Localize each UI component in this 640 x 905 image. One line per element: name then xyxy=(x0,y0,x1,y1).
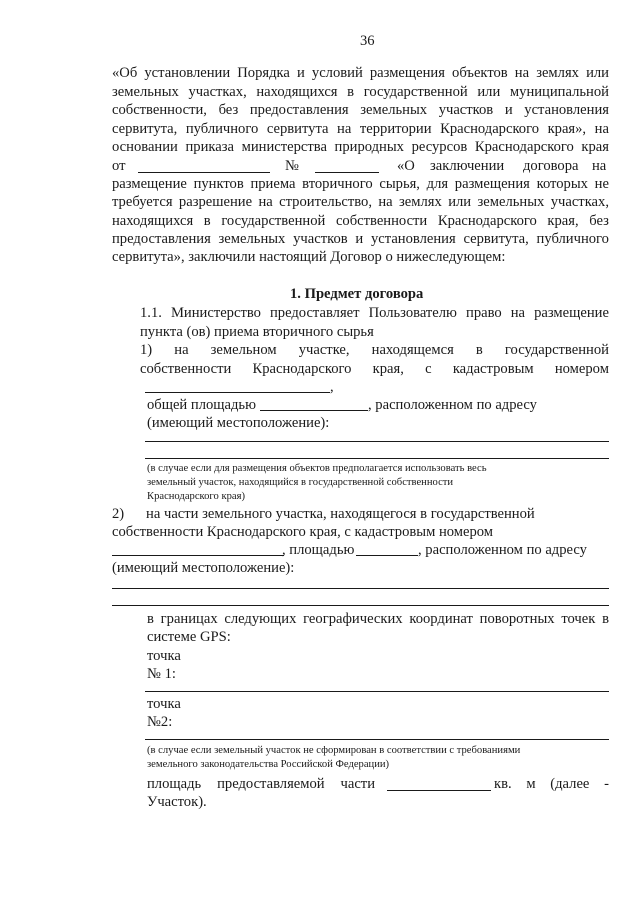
item-1-note-line-2: земельный участок, находящийся в государственной собственности xyxy=(147,477,454,488)
word: м xyxy=(526,776,536,792)
word: требуется xyxy=(112,194,173,210)
word: размещения xyxy=(454,176,530,192)
word: края, xyxy=(372,361,404,377)
point-1-coords-field[interactable] xyxy=(145,691,609,692)
word: на xyxy=(510,305,526,321)
word: кв. xyxy=(494,776,512,792)
word: участках, xyxy=(188,84,247,100)
word: и xyxy=(296,65,305,81)
word: Краснодарского xyxy=(440,121,540,137)
item-1-address-line-2[interactable] xyxy=(145,458,609,459)
word: государственной xyxy=(221,213,326,229)
word: Краснодарского xyxy=(474,139,574,155)
word: точек xyxy=(561,611,596,627)
intro-line-4 xyxy=(112,121,609,138)
item-1-line-1 xyxy=(140,342,609,359)
item-1-note-line-3: Краснодарского края) xyxy=(147,491,245,502)
intro-word-conclusion: заключении xyxy=(430,158,505,174)
word: участков xyxy=(438,102,494,118)
word: края», xyxy=(547,121,587,137)
word: на xyxy=(378,194,393,210)
word: сервитута, xyxy=(112,121,178,137)
coords-note-line-2: земельного законодательства Российской Федерации) xyxy=(147,759,390,770)
intro-line-9 xyxy=(112,213,609,230)
order-number-field[interactable] xyxy=(315,172,379,173)
word: земельных xyxy=(218,231,286,247)
intro-line-1 xyxy=(112,65,609,82)
point-1-label: точка xyxy=(147,648,181,664)
item-2-line-1: 2) на части земельного участка, находящегося в государственной xyxy=(112,506,535,522)
item-1-cadastral-field[interactable] xyxy=(145,392,330,393)
word: объектов xyxy=(452,65,508,81)
intro-line-8 xyxy=(112,194,609,211)
word: или xyxy=(586,65,609,81)
intro-line-7 xyxy=(112,176,609,193)
word: основании xyxy=(112,139,178,155)
word: министерства xyxy=(241,139,327,155)
item-1-line-2 xyxy=(140,361,609,378)
word: которых xyxy=(536,176,588,192)
word: земельных xyxy=(477,194,545,210)
word: территории xyxy=(359,121,432,137)
word: предоставления xyxy=(249,102,349,118)
word: государственной xyxy=(363,84,468,100)
word: или xyxy=(448,194,472,210)
word: на xyxy=(174,342,189,358)
intro-word-o: «О xyxy=(397,158,415,174)
word: строительство, xyxy=(279,194,372,210)
word: на xyxy=(258,194,273,210)
word: собственности xyxy=(140,361,232,377)
word: координат xyxy=(409,611,473,627)
word: землях xyxy=(536,65,579,81)
item-1-address-label: , расположенном по адресу xyxy=(368,397,537,413)
word: природных xyxy=(334,139,404,155)
word: размещение xyxy=(534,305,609,321)
item-1-comma: , xyxy=(330,379,334,395)
word: на xyxy=(337,121,352,137)
area-part-line-2: Участок). xyxy=(147,794,207,810)
order-date-field[interactable] xyxy=(138,172,270,173)
word: не xyxy=(594,176,609,192)
intro-line-10 xyxy=(112,231,609,248)
item-2-location-label: (имеющий местоположение): xyxy=(112,560,295,576)
word: кадастровым xyxy=(452,361,534,377)
word: условий xyxy=(311,65,363,81)
word: Министерство xyxy=(170,305,261,321)
area-part-prefix xyxy=(147,776,375,793)
word: части xyxy=(340,776,375,792)
word: «Об xyxy=(112,65,138,81)
word: участков xyxy=(293,231,348,247)
word: находящемся xyxy=(371,342,454,358)
word: для xyxy=(426,176,449,192)
word: и xyxy=(504,102,513,118)
word: без xyxy=(218,102,239,118)
item-2-address-line-1[interactable] xyxy=(112,588,609,589)
word: границах xyxy=(160,611,218,627)
item-1-location-label: (имеющий местоположение): xyxy=(147,415,330,431)
intro-line-11: сервитута», заключили настоящий Договор о нижеследующем: xyxy=(112,249,506,265)
word: предоставляемой xyxy=(217,776,325,792)
intro-line-3 xyxy=(112,102,609,119)
word: 1) xyxy=(140,342,153,358)
page-number: 36 xyxy=(360,33,375,49)
word: Краснодарского xyxy=(252,361,352,377)
word: установления xyxy=(370,231,456,247)
intro-word-na: на xyxy=(592,158,607,174)
word: муниципальной xyxy=(509,84,609,100)
coords-note-line-1: (в случае если земельный участок не сформирован в соответствии с требованиями xyxy=(147,745,521,756)
word: на xyxy=(594,121,609,137)
area-part-field[interactable] xyxy=(387,790,491,791)
word: 1.1. xyxy=(140,305,162,321)
word: края xyxy=(581,139,609,155)
item-1-note-line-1: (в случае если для размещения объектов предполагается использовать весь xyxy=(147,463,487,474)
word: размещения xyxy=(369,65,445,81)
point-2-number: №2: xyxy=(147,714,173,730)
item-2-address-line-2[interactable] xyxy=(112,605,609,606)
item-1-area-field[interactable] xyxy=(260,410,368,411)
item-1-address-line-1[interactable] xyxy=(145,441,609,442)
word: участке, xyxy=(298,342,350,358)
word: Порядка xyxy=(237,65,290,81)
item-2-area-field[interactable] xyxy=(356,555,418,556)
word: приема xyxy=(250,176,296,192)
word: размещение xyxy=(112,176,187,192)
word: пунктов xyxy=(193,176,244,192)
word: участках, xyxy=(550,194,609,210)
word: Краснодарского xyxy=(437,213,537,229)
word: географических xyxy=(303,611,403,627)
word: разрешение xyxy=(178,194,253,210)
word: публичного xyxy=(185,121,259,137)
word: землях xyxy=(399,194,442,210)
word: право xyxy=(466,305,502,321)
word: публичного xyxy=(536,231,609,247)
word: края, xyxy=(547,213,579,229)
word: собственности, xyxy=(112,102,207,118)
word: без xyxy=(589,213,609,229)
word: в xyxy=(475,342,483,358)
intro-line-2 xyxy=(112,84,609,101)
word: собственности xyxy=(335,213,428,229)
section-title: 1. Предмет договора xyxy=(290,286,424,302)
word: ресурсов xyxy=(411,139,468,155)
word: находящихся xyxy=(256,84,338,100)
coords-line-2: системе GPS: xyxy=(147,629,231,645)
word: поворотных xyxy=(479,611,555,627)
intro-line-5 xyxy=(112,139,609,156)
word: сервитута xyxy=(266,121,329,137)
point-1-number: № 1: xyxy=(147,666,176,682)
clause-1-1-line-2: пункта (ов) приема вторичного сырья xyxy=(140,324,374,340)
word: земельном xyxy=(210,342,277,358)
item-2-area-label: , площадью xyxy=(282,542,355,558)
word: земельных xyxy=(112,84,179,100)
item-2-line-2: собственности Краснодарского края, с кадастровым номером xyxy=(112,524,494,540)
item-2-cadastral-field[interactable] xyxy=(112,555,284,556)
item-1-area-label: общей площадью xyxy=(147,397,256,413)
intro-number-sign: № xyxy=(285,158,299,174)
word: (далее xyxy=(550,776,590,792)
word: в xyxy=(602,611,609,627)
word: номером xyxy=(554,361,609,377)
word: находящихся xyxy=(112,213,194,229)
word: предоставления xyxy=(112,231,211,247)
item-2-address-label: , расположенном по адресу xyxy=(418,542,587,558)
word: вторичного xyxy=(302,176,373,192)
word: на xyxy=(514,65,530,81)
word: установления xyxy=(524,102,609,118)
word: приказа xyxy=(185,139,234,155)
word: сырья, xyxy=(379,176,420,192)
coords-line-1 xyxy=(147,611,609,628)
word: земельных xyxy=(360,102,428,118)
word: предоставляет xyxy=(269,305,360,321)
word: в xyxy=(147,611,154,627)
word: государственной xyxy=(504,342,609,358)
area-part-suffix xyxy=(494,776,609,793)
intro-word-contract: договора xyxy=(523,158,579,174)
clause-1-1-line-1 xyxy=(140,305,609,322)
point-2-coords-field[interactable] xyxy=(145,739,609,740)
point-2-label: точка xyxy=(147,696,181,712)
word: или xyxy=(477,84,501,100)
word: следующих xyxy=(224,611,297,627)
word: Пользователю xyxy=(368,305,457,321)
word: в xyxy=(347,84,355,100)
word: - xyxy=(604,776,609,792)
word: установлении xyxy=(144,65,231,81)
word: в xyxy=(203,213,211,229)
word: и xyxy=(355,231,364,247)
word: сервитута, xyxy=(463,231,529,247)
word: с xyxy=(425,361,432,377)
word: площадь xyxy=(147,776,202,792)
intro-from-label: от xyxy=(112,158,126,174)
